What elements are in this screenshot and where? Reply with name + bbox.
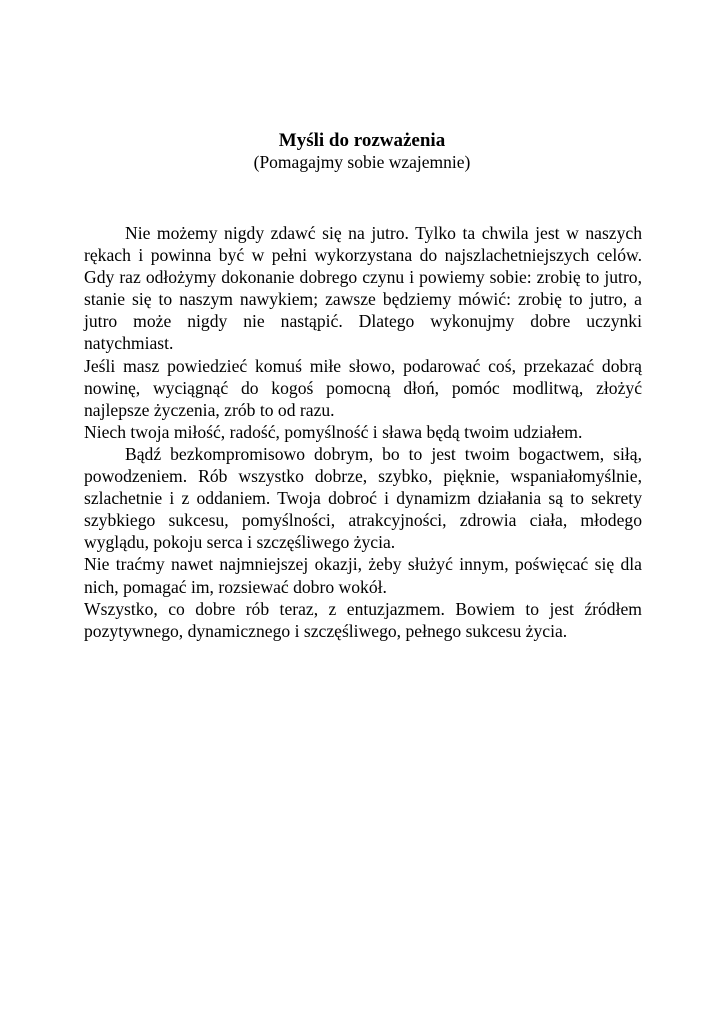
paragraph: Nie możemy nigdy zdawć się na jutro. Tylko ta chwila jest w naszych rękach i powinna być w pełni wykorzystana do najszlachetniejszych celów. Gdy raz odłożymy dokonanie dobrego czynu i powiemy sobie: zrobię to jutro, stanie się to naszym nawykiem; zawsze będziemy mówić: zrobię to jutro, a jutro może nigdy nie nastąpić. Dlatego wykonujmy dobre uczynki natychmiast. <box>84 223 642 354</box>
paragraph: Nie traćmy nawet najmniejszej okazji, żeby służyć innym, poświęcać się dla nich, pomagać im, rozsiewać dobro wokół. <box>84 554 642 597</box>
paragraph: Niech twoja miłość, radość, pomyślność i sława będą twoim udziałem. <box>84 421 583 442</box>
paragraph: Bądź bezkompromisowo dobrym, bo to jest twoim bogactwem, siłą, powodzeniem. Rób wszystko dobrze, szybko, pięknie, wspaniałomyślnie, szlachetnie i z oddaniem. Twoja dobroć i dynamizm działania są to sekrety szybkiego sukcesu, pomyślności, atrakcyjności, zdrowia ciała, młodego wyglądu, pokoju serca i szczęśliwego życia. <box>84 443 642 553</box>
document-body <box>84 222 642 642</box>
document-subtitle: (Pomagajmy sobie wzajemnie) <box>253 152 471 172</box>
document-title: Myśli do rozważenia <box>278 130 446 151</box>
paragraph: Jeśli masz powiedzieć komuś miłe słowo, podarować coś, przekazać dobrą nowinę, wyciągnąć do kogoś pomocną dłoń, pomóc modlitwą, złożyć najlepsze życzenia, zrób to od razu. <box>84 355 642 420</box>
paragraph: Wszystko, co dobre rób teraz, z entuzjazmem. Bowiem to jest źródłem pozytywnego, dynamicznego i szczęśliwego, pełnego sukcesu życia. <box>84 598 642 641</box>
